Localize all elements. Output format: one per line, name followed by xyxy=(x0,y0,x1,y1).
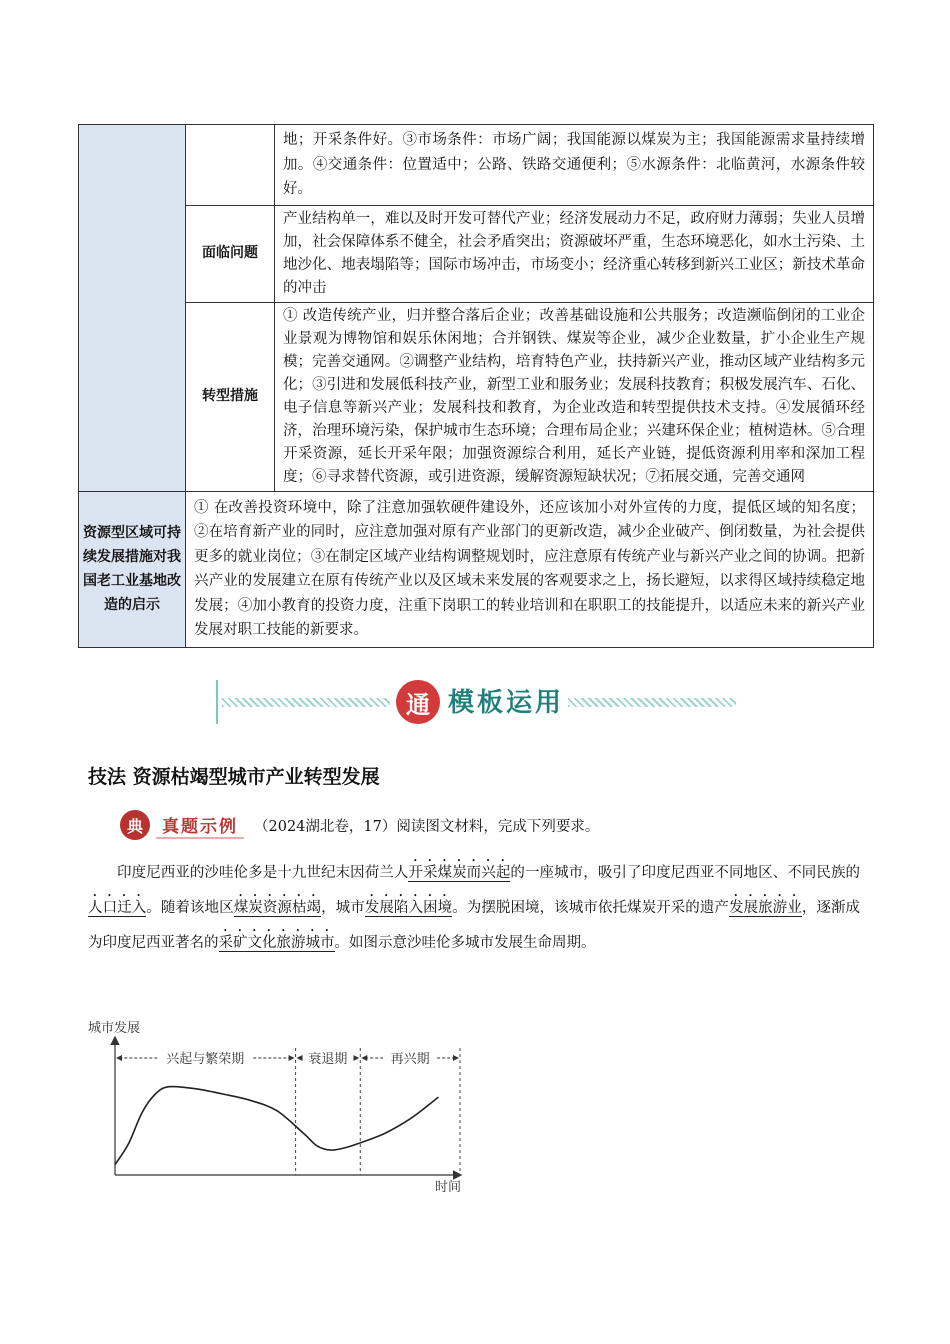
passage-emphasis: 开采煤炭而兴起 xyxy=(408,865,511,881)
phase-label: 兴起与繁荣期 xyxy=(166,1052,245,1067)
example-source: （2024湖北卷，17）阅读图文材料，完成下列要求。 xyxy=(254,818,600,835)
section-title: 技法 资源枯竭型城市产业转型发展 xyxy=(88,766,380,788)
measures-text: ① 改造传统产业，归并整合落后企业；改善基础设施和公共服务；改造濒临倒闭的工业企业景观为博物馆和娱乐休闲地；合并钢铁、煤炭等企业，减少企业数量，扩小企业生产规模；完善交通网。②调整产业结构，培育特色产业，扶持新兴产业，推动区域产业结构多元化；③引进和发展低科技产业，新型工业和服务业；发展科技教育；积极发展汽车、石化、电子信息等新兴产业；发展科技和教育，为企业改造和转型提供技术支持。④发展循环经济，治理环境污染，保护城市生态环境；合理布局企业；兴建环保企业；植树造林。⑤合理开采资源，延长开采年限；加强资源综合利用，延长产业链，提低资源利用率和深加工程度；⑥寻求替代资源，或引进资源，缓解资源短缺状况；⑦拓展交通，完善交通网 xyxy=(275,302,874,491)
empty-head-cell xyxy=(186,125,275,206)
passage-text: 。为摆脱困境，该城市依托煤炭开采的遗产 xyxy=(452,900,729,916)
table-row xyxy=(79,125,874,206)
banner-badge: 通 xyxy=(396,680,440,724)
passage-text: ，城市 xyxy=(321,900,365,916)
passage-emphasis: 煤炭资源枯竭 xyxy=(233,900,322,916)
inspiration-text: ① 在改善投资环境中，除了注意加强软硬件建设外，还应该加小对外宣传的力度，提低区域的知名度；②在培育新产业的同时，应注意加强对原有产业部门的更新改造，减少企业破产、倒闭数量，为社会提供更多的就业岗位；③在制定区域产业结构调整规划时，应注意原有传统产业与新兴产业之间的协调。把新兴产业的发展建立在原有传统产业以及区域未来发展的客观要求之上，扬长避短，以求得区域持续稳定地发展；④加小教育的投资力度，注重下岗职工的转业培训和在职职工的技能提升，以适应未来的新兴产业发展对职工技能的新要求。 xyxy=(186,491,874,647)
banner-bar xyxy=(216,680,218,724)
passage-emphasis: 采矿文化旅游城市 xyxy=(218,935,335,951)
measures-head: 转型措施 xyxy=(186,302,275,491)
passage-text: 印度尼西亚的沙哇伦多是十九世纪末因荷兰人 xyxy=(117,865,409,881)
passage-text: 。如图示意沙哇伦多城市发展生命周期。 xyxy=(334,935,596,951)
example-header xyxy=(120,808,599,842)
problems-text: 产业结构单一，难以及时开发可替代产业；经济发展动力不足，政府财力薄弱；失业人员增加，社会保障体系不健全，社会矛盾突出；资源破坏严重，生态环境恶化，如水土污染、土地沙化、地表塌陷等；国际市场冲击，市场变小；经济重心转移到新兴工业区；新技术革命的冲击 xyxy=(275,205,874,302)
x-axis-label: 时间 xyxy=(435,1180,462,1195)
lifecycle-chart xyxy=(80,1010,480,1195)
table-row xyxy=(79,491,874,647)
passage-emphasis: 人口迁入 xyxy=(88,900,147,916)
example-seal: 典 xyxy=(120,810,150,840)
inspiration-head: 资源型区域可持续发展措施对我国老工业基地改造的启示 xyxy=(79,491,186,647)
banner-stripe-left xyxy=(222,698,390,707)
conditions-text: 地；开采条件好。③市场条件：市场广阔；我国能源以煤炭为主；我国能源需求量持续增加。④交通条件：位置适中；公路、铁路交通便利；⑤水源条件：北临黄河，水源条件较好。 xyxy=(275,125,874,206)
passage xyxy=(88,856,860,961)
side-cell xyxy=(79,125,186,492)
banner-title: 模板运用 xyxy=(448,688,565,718)
passage-emphasis: 发展陷入困境 xyxy=(364,900,453,916)
phase-layer xyxy=(117,1048,460,1175)
banner-stripe-right xyxy=(568,698,736,707)
summary-table xyxy=(78,124,874,648)
template-banner xyxy=(216,676,736,726)
passage-text: ，逐渐成为印度尼西亚著名的 xyxy=(88,900,861,951)
phase-label: 再兴期 xyxy=(390,1052,430,1067)
phase-label: 衰退期 xyxy=(308,1052,348,1067)
y-axis-label: 城市发展 xyxy=(88,1021,141,1036)
city-development-curve xyxy=(115,1086,438,1164)
passage-text: 的一座城市，吸引了印度尼西亚不同地区、不同民族的 xyxy=(510,865,861,881)
passage-text: 。随着该地区 xyxy=(146,900,234,916)
table-row xyxy=(79,302,874,491)
table-row xyxy=(79,205,874,302)
passage-emphasis: 发展旅游业 xyxy=(728,900,802,916)
example-label: 真题示例 xyxy=(156,812,244,839)
problems-head: 面临问题 xyxy=(186,205,275,302)
